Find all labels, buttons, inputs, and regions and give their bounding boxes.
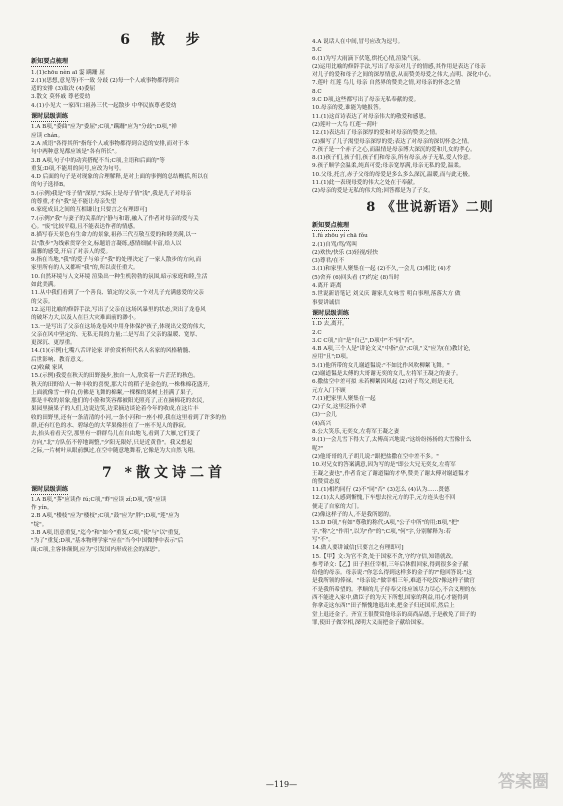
text-line: 13.D D项,"有如"尊敬的称代;A项,"公子中所"的用;B项,"把" <box>312 520 460 527</box>
text-line: 6.家庭成员之间的互相谦让[只要言之有理即可] <box>31 207 147 214</box>
text-line: 应用"且";D项。 <box>312 354 352 361</box>
lesson-6-practice-header: 课时层级训练 <box>31 113 69 121</box>
text-line: 不是我所希望的。孝顺的儿子侍奉父母应该尽力尽心,不合义理的东 <box>312 586 476 593</box>
text-line: 更深沉、更厚重。 <box>31 340 76 347</box>
lesson-8-knowledge-list <box>312 232 548 307</box>
text-line: 6.(1)为写大雨滴下伏笔,烘托心情,渲染气氛。 <box>312 55 424 62</box>
text-line: 元方入门不顾 <box>312 387 346 394</box>
text-line: 2.(1)(思想,意见等)不一致 分歧 (2)每一个人或事物都得到合 <box>31 77 180 84</box>
text-line: 句中两种意见都应该是"各有所长"。 <box>31 149 121 156</box>
text-line: 方向,"北"方队伍不停地调整,"夕阳无限好,只是近黄昏"。我又想起 <box>31 439 193 446</box>
text-line: 上面就像雪一样白,仿佛是飞舞的棉絮,一棵棵的果树上挂满了果子, <box>31 389 193 396</box>
text-line: (2)像这样子的人,不是我所愿的。 <box>312 512 395 519</box>
text-line: 10.母亲的爱,谁能为她报答。 <box>312 105 385 112</box>
text-line: 10.父母,托言,赤子父母的母爱是多么多么深沉,温暖,而与此无极。 <box>312 171 474 178</box>
text-line: 7.(1)把家里人聚集在一起 <box>312 395 376 402</box>
text-line: 11.(1)这首诗表达了对母亲伟大的敬爱和感恩。 <box>312 113 430 120</box>
text-line: 你拿走这东西!"田子惭愧地退出来,把金子归还国库,然后上 <box>312 603 455 610</box>
text-line: 参考译文:【乙】田子担任宰相,三年后休假回家,得到很多金子献 <box>312 561 469 568</box>
text-line: 家里所有的人又都听"我"的,所以责任重大。 <box>31 265 139 272</box>
text-line: 去,抬头看看天空,那里有一群群鸟儿在自由地飞,看到了大雁,它们变了 <box>31 431 201 438</box>
text-line: 以"散步"为线索贯穿全文,标题语言凝练,感情细腻丰富,给人以 <box>31 240 182 247</box>
text-line: 堂上退还金子。齐宣王很赞赏他母亲的高尚品德,于是赦免了田子的 <box>312 611 476 618</box>
text-line: 面;C项,主客体颠倒,应为"引发国内形成社会的深思"。 <box>31 546 164 553</box>
text-line: (2)收藏 家风 <box>31 364 64 371</box>
text-line: 3.(1)和家里人聚集在一起 (2)不久,一会儿 (3)相比 (4)才 <box>312 266 452 273</box>
text-line: 后世影响、教育意义。 <box>31 356 87 363</box>
text-line: 群,还有红色的水、碧绿色的大苹果像挂在了一座不见人的静寂。 <box>31 423 190 430</box>
text-line: 事要讲诚信 <box>312 299 340 306</box>
page-number: —119— <box>265 780 298 789</box>
text-line: 15.(示例)我爱在秋天的田野漫步,独自一人,欣赏着一片茫茫的秋色。 <box>31 373 199 380</box>
text-line: 的句子选择B。 <box>31 182 69 189</box>
left-column <box>31 14 297 554</box>
lesson-8-knowledge-header: 新知要点梳理 <box>312 221 350 229</box>
text-line: 6.撒盐空中差可拟 未若柳絮因风起 (2)对子骂父,则是无礼 <box>312 379 454 386</box>
text-line: 之际,一片树叶从眼前飘过,在空中随意地舞着,它像是为大自然飞翔。 <box>31 447 199 454</box>
text-line: 2.C <box>312 329 322 336</box>
text-line: 9.指在当地,"我"的爱子与弟子"我"的处理决定了一家人散步的方向,而 <box>31 257 202 264</box>
text-line: 作 yín。 <box>31 505 53 512</box>
text-line: (2)母亲的爱是无私的伟大的;回答都是为了子女。 <box>312 188 434 195</box>
lesson-6-knowledge-header: 新知要点梳理 <box>31 58 69 66</box>
text-line: 12.运用比喻的修辞手法,写出了父亲在这场风暴里的状态,突出了龙卷风 <box>31 306 206 313</box>
lesson-7-practice-list <box>31 496 297 554</box>
lesson-8-practice-list <box>312 320 548 627</box>
text-line: 应读 chán。 <box>31 132 64 139</box>
text-line: (3)一会儿 <box>312 412 337 419</box>
text-line: 3.散文 莫怀戚 尊老爱幼 <box>31 94 91 101</box>
text-line: 12.(1)表达出了母亲深厚的爱和对母亲的赞美之情。 <box>312 130 441 137</box>
text-line: 对儿子的爱和母子之间的深厚情意,从而赞美母爱之伟大,点明、深化中心。 <box>312 72 495 79</box>
watermark-logo: 答案圈 <box>498 772 549 792</box>
text-line: 字,"称"之"作用",以为"作"的";C项,"何"字,分别解释为:若 <box>312 528 452 535</box>
text-line: 13.一是写出了父亲在这场龙卷风中用身体保护孩子,体现出父爱的伟大, <box>31 323 206 330</box>
text-line: 4.B A项,三个人是"讲论文义"中指"点";C项,"义"应为(在)教讨论, <box>312 346 471 353</box>
text-line: 给他的母亲。母亲说:"你怎么得到这样多的金子的?"他回答说:"这 <box>312 570 472 577</box>
text-line: 14.(1)(示例)七嘴八舌评论家 评价赏析所代名人名家的风格精髓、 <box>31 348 194 355</box>
text-line: 的赞赏态度 <box>312 478 340 485</box>
text-line: "绽"。 <box>31 521 48 528</box>
lesson-6-practice-list <box>31 123 297 455</box>
text-line: 1.A B项,"荠"应读作 fú;C项,"蚱"应读 zǐ;D项,"漠"应读 <box>31 496 167 503</box>
text-line: (3)尊君/在不 <box>312 258 345 265</box>
text-line: 1.fú zhōu yí chā fǒu <box>312 233 368 240</box>
text-line: 那是丰收的景象,他们的小脸和笑容都被阳光照亮了,正在摘棉花的农民, <box>31 398 205 405</box>
text-line: 12.(1)太人感到惭愧,下车想去拉元方的手,元方连头也不回 <box>312 495 456 502</box>
text-line: 5.(示例)我是"母子情"深厚,"实际上是母子情"浅",我是儿子对母亲 <box>31 190 192 197</box>
text-line: 5.(1)他所带的女儿谢道韫说:"不如比作风吹柳絮飞舞。" <box>312 362 450 369</box>
text-line: 8.描写春天景色有生命力的景象,祖孙三代互敬互爱的和睦美满,以一 <box>31 232 197 239</box>
text-line: 收的田野里,还有一条清清的小河,一条小河和一座小桥,我在这里看到了许多的鱼 <box>31 414 227 421</box>
lesson-7-title: 7 *散文诗二首 <box>102 465 226 482</box>
text-line: (2)子女,这里泛指小辈 <box>312 404 367 411</box>
text-line: 5.C <box>312 47 322 54</box>
text-line: 的破坏力大,以及人在巨大灾难面前的渺小。 <box>31 315 140 322</box>
lesson-6-knowledge-list <box>31 69 297 110</box>
lesson-6-title: 6 散 步 <box>120 32 208 48</box>
text-line: 写"不"。 <box>312 536 334 543</box>
text-line: 4.A 说话人在中间,冒号应改为逗号。 <box>312 39 404 45</box>
text-line: 10.自然环境与人文环境 渲染出一种生机勃勃的氛围,暗示家庭和睦,生活 <box>31 273 208 280</box>
text-line: 11.(1)此一表现母爱的伟大之处在于奉献。 <box>312 180 419 187</box>
text-line: 罪,使田子做宰相,深明大义而把金子献给国家。 <box>312 619 428 626</box>
text-line: 14.做人要讲诚信[只要言之有理即可] <box>312 545 404 552</box>
text-line: 9.(1)一会儿雪下得大了,太傅高兴地说:"这纷纷扬扬的大雪像什么 <box>312 437 472 444</box>
text-line: 3.C C项,"自"是"自己",D项中"不"同"否"。 <box>312 337 418 344</box>
text-line: 心。"废"比较平稳,且不能表达作者的情感。 <box>31 223 139 230</box>
text-line: 秋天的田野给人一种丰收的喜悦,那大片的稻子是金色的,一株株棉花盛开, <box>31 381 210 388</box>
text-line: 4.D 后面的句子是对现象的合理解释,是对上面的事例的总结概括,所以在 <box>31 174 209 181</box>
text-line: 3.B A项,语意重复,"迄今"和"如今"重复,C项,"使"与"以"重复, <box>31 530 181 537</box>
text-line: 9.C D项,这些都写出了母亲无私奉献的爱。 <box>312 97 420 104</box>
text-line: 果园里摘果子的人们,边说边笑,边采摘边谈论着今年的收成,在这片丰 <box>31 406 199 413</box>
text-line: 2.(1)自骂/骂/骂叫 <box>312 241 357 248</box>
text-line: 便走了自家的大门。 <box>312 503 363 510</box>
lesson-7-continued-list <box>312 38 548 196</box>
text-line: 8.C <box>312 88 322 95</box>
right-column <box>312 38 548 627</box>
text-line: 温馨的感受,开启了对亲人的爱。 <box>31 248 112 255</box>
text-line: (2)欢快/快乐 (3)轻视/轻快 <box>312 249 379 256</box>
text-line: 10.对兄女的答案满意,因为写的是"即公大兄无奕女,左将军 <box>312 462 456 469</box>
text-line: 王凝之妻也",作者肯定了谢道韫的才华,赞美了谢太傅对谢道韫才 <box>312 470 470 477</box>
text-line: 4.(1)小见大 一家四口祖孙三代一起散步 中华民族尊老爱幼 <box>31 102 177 109</box>
text-line: 11.从中我们看到了一个善良、镇定的父亲,一个对儿子充满慈爱的父亲 <box>31 290 204 297</box>
text-line: 呢?" <box>312 445 324 452</box>
text-line: 父亲在风中坚定的、无私无畏的力量;二是写出了父亲的温暖、宽厚、 <box>31 331 201 338</box>
text-line: 3.B A项,句子中的动宾搭配不当;C项,主语和后面的"等 <box>31 157 165 164</box>
text-line: 如此美满。 <box>31 282 59 289</box>
text-line: 是我所领的俸禄。"母亲说:"做宰相三年,难道不吃饭?像这样子做官 <box>312 578 475 585</box>
lesson-8-practice-header: 课时层级训练 <box>312 309 350 317</box>
text-line: 8.(1)孩子们,孩子们,孩子们和母亲,所有母亲,赤子无私,爱人怜意。 <box>312 155 474 162</box>
text-line: 15.【甲】文:为官不贪,处于国家不贪,守约守信,知错就改。 <box>312 553 457 560</box>
text-line: 1.A B项,"委曲"应为"委屈";C项,"蹒跚"应为"分歧";D项,"禅 <box>31 124 177 131</box>
text-line: "为了"重复;D项,"基本物理学家"应在"当今中国微博中表示"后 <box>31 538 184 545</box>
text-line: (5)舍弃 (6)回头看 (7)约定 (8)当时 <box>312 274 400 281</box>
text-line: (2)他哥哥的儿子胡儿说:"跟把盐撒在空中差不多。" <box>312 453 439 460</box>
text-line: 9.孩子顺学会温柔,纯真可爱;母亲宽厚满,母亲无私的爱,温柔。 <box>312 163 465 170</box>
text-line: 1.D 去,离开。 <box>312 321 348 328</box>
text-line: 8.公大笑乐,无奕女,左将军王凝之妻 <box>312 429 400 436</box>
lesson-7-practice-header: 课时层级训练 <box>31 485 69 493</box>
text-line: 2.B A项,"楼枝"应为"楼枝";C项,"鼓"应为"胖";D项,"莲"应为 <box>31 513 180 520</box>
text-line: 适的安排 (3)取决 (4)委屈 <box>31 86 96 93</box>
text-line: 11.(1)相约同行 (2)不"同"否" (3)怎么 (4)认为……贤德 <box>312 487 450 494</box>
lesson-8-title: 8 《世说新语》二则 <box>366 199 494 215</box>
text-line: 的父亲。 <box>31 298 54 305</box>
text-line: 2.A 成语"各得其所"指每个人或事物都得到合适的安排,而对于本 <box>31 140 189 147</box>
text-line: 7.莲叶 红莲 鸟儿 母亲 自然界的赞美之情,对母亲的怀念之情 <box>312 80 461 87</box>
text-line: (2)运用比喻的修辞手法,写出了母亲对儿子的情感,其作用是表达了母亲 <box>312 63 486 70</box>
text-line: 的尊重,才有"我"是不能让母亲失望 <box>31 199 117 206</box>
text-line: 5.世说新语笔记 刘义庆 谢家儿女咏雪 明白事理,落落大方 做 <box>312 291 461 298</box>
text-line: (2)谢道韫是太傅的大哥谢无奕的女儿,左将军王凝之的妻子。 <box>312 370 462 377</box>
text-line: 7.(示例)"我"与妻子的关系的宁静与和谐,融入了作者对母亲的爱与关 <box>31 215 199 222</box>
text-line: (4)高兴 <box>312 420 332 427</box>
text-line: 1.(1)chōu nèn aī 霎 蹒跚 屈 <box>31 69 105 76</box>
text-line: 重复;D项,不能用的问号,应改为句号。 <box>31 165 125 172</box>
text-line: 西不能进入家中,做臣子的为天下所想,国家的利益,用心才能得到 <box>312 595 469 601</box>
text-line: 7.孩子是一个赤子之心,而温情是母亲博大深沉的爱和儿女的孝心。 <box>312 146 476 153</box>
text-line: 4.离开 距离 <box>312 283 342 290</box>
text-line: (2)描写了儿子渴望母亲深厚的爱;表达了对母亲的深切怀念之情。 <box>312 138 473 145</box>
text-line: (2)莲叶一大鸟 红莲一荷叶 <box>312 121 378 128</box>
